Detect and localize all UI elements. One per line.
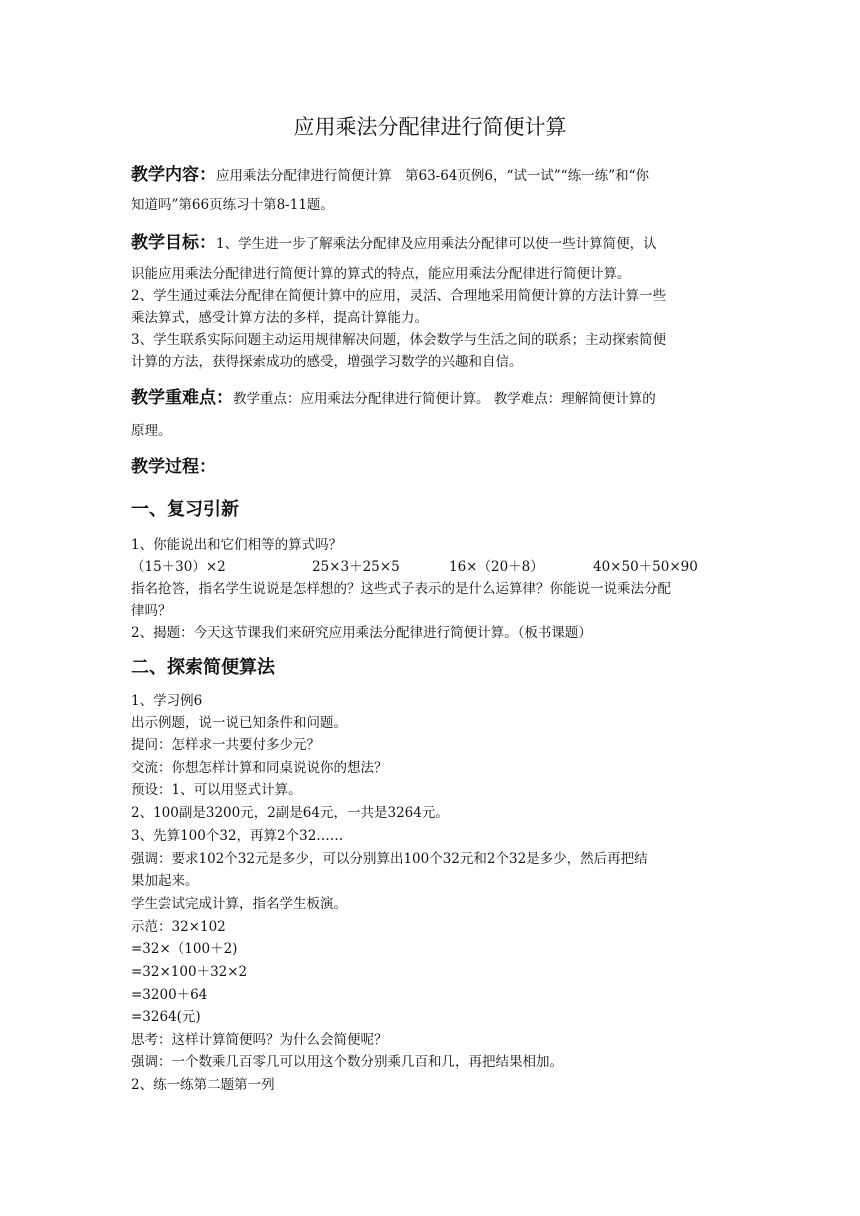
section2-line: 2、100副是3200元，2副是64元，一共是3264元。 — [131, 805, 449, 821]
difficulty-text-1: 教学重点：应用乘法分配律进行简便计算。 教学难点：理解简便计算的 — [233, 391, 656, 407]
page-title: 应用乘法分配律进行简便计算 — [293, 115, 567, 139]
goals-line-1 — [131, 230, 731, 257]
goals-text-6: 计算的方法，获得探索成功的感受，增强学习数学的兴趣和自信。 — [131, 354, 523, 370]
goals-label: 教学目标： — [131, 233, 216, 253]
section2-line: 出示例题，说一说已知条件和问题。 — [131, 715, 347, 731]
section2-line: 3、先算100个32，再算2个32…… — [131, 828, 344, 844]
expression-4: 40×50＋50×90 — [593, 559, 698, 575]
section2-line: 预设：1、可以用竖式计算。 — [131, 782, 302, 798]
section2-line: 学生尝试完成计算，指名学生板演。 — [131, 896, 347, 912]
section2-line: 2、练一练第二题第一列 — [131, 1077, 275, 1093]
section1-q1: 1、你能说出和它们相等的算式吗？ — [131, 537, 343, 553]
content-text-2: 知道吗”第66页练习十第8-11题。 — [131, 197, 334, 213]
section2-line: 1、学习例6 — [131, 693, 203, 709]
difficulty-text-2: 原理。 — [131, 423, 172, 439]
section2-heading: 二、探索简便算法 — [131, 657, 275, 678]
section1-heading: 一、复习引新 — [131, 499, 239, 520]
goals-text-1: 1、学生进一步了解乘法分配律及应用乘法分配律可以使一些计算简便，认 — [216, 236, 657, 252]
section2-line: 交流：你想怎样计算和同桌说说你的想法？ — [131, 760, 388, 776]
expression-1: （15＋30）×2 — [131, 559, 226, 575]
section2-line: =3264(元) — [131, 1009, 201, 1025]
difficulty-line-1 — [131, 385, 731, 412]
expression-2: 25×3＋25×5 — [312, 559, 400, 575]
goals-text-5: 3、学生联系实际问题主动运用规律解决问题，体会数学与生活之间的联系；主动探索简便 — [131, 332, 667, 348]
section2-line: =32×（100＋2) — [131, 941, 238, 957]
section2-line: 强调：一个数乘几百零几可以用这个数分别乘几百和几，再把结果相加。 — [131, 1054, 563, 1070]
section2-line: 思考：这样计算简便吗？为什么会简便呢？ — [131, 1032, 388, 1048]
content-line-1 — [131, 162, 731, 189]
expression-3: 16×（20＋8） — [449, 559, 544, 575]
goals-text-4: 乘法算式，感受计算方法的多样，提高计算能力。 — [131, 310, 428, 326]
process-label: 教学过程： — [131, 457, 216, 477]
section1-p2: 律吗？ — [131, 603, 172, 619]
content-label: 教学内容： — [131, 165, 216, 185]
content-text-1: 应用乘法分配律进行简便计算 第63-64页例6，“试一试”“练一练”和“你 — [216, 168, 650, 184]
difficulty-label: 教学重难点： — [131, 388, 233, 408]
section2-line: 提问：怎样求一共要付多少元？ — [131, 737, 320, 753]
section2-line: 示范：32×102 — [131, 919, 226, 935]
section2-line: =32×100＋32×2 — [131, 964, 248, 980]
section2-line: =3200＋64 — [131, 987, 208, 1003]
goals-text-3: 2、学生通过乘法分配律在简便计算中的应用，灵活、合理地采用简便计算的方法计算一些 — [131, 288, 667, 304]
section1-p1: 指名抢答，指名学生说说是怎样想的？这些式子表示的是什么运算律？你能说一说乘法分配 — [131, 581, 671, 597]
section2-line: 果加起来。 — [131, 873, 199, 889]
section2-line: 强调：要求102个32元是多少，可以分别算出100个32元和2个32是多少，然后再把结 — [131, 851, 648, 867]
section1-p3: 2、揭题：今天这节课我们来研究应用乘法分配律进行简便计算。（板书课题） — [131, 625, 592, 641]
goals-text-2: 识能应用乘法分配律进行简便计算的算式的特点，能应用乘法分配律进行简便计算。 — [131, 266, 631, 282]
